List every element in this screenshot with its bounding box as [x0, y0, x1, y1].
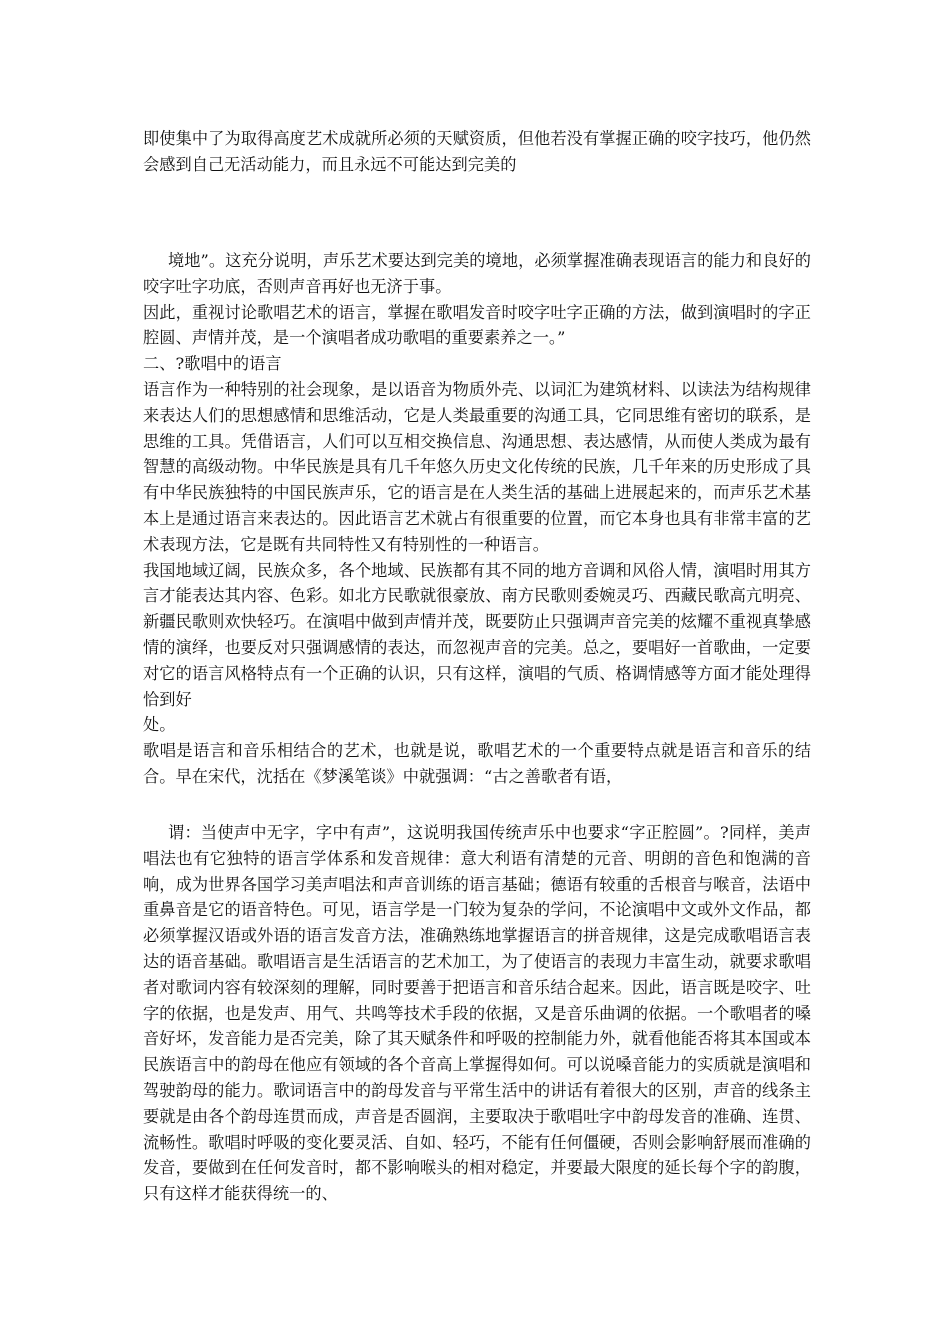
paragraph: 谓：当使声中无字，字中有声”，这说明我国传统声乐中也要求“字正腔圆”。?同样，美声唱法也有它独特的语言学体系和发音规律：意大利语有清楚的元音、明朗的音色和饱满的音响，成为世界各国学习美声唱法和声音训练的语言基础；德语有较重的舌根音与喉音，法语中重鼻音是它的语音特色。可见，语言学是一门较为复杂的学问，不论演唱中文或外文作品，都必须掌握汉语或外语的语言发音方法，准确熟练地掌握语言的拼音规律，这是完成歌唱语言表达的语音基础。歌唱语言是生活语言的艺术加工，为了使语言的表现力丰富生动，就要求歌唱者对歌词内容有较深刻的理解，同时要善于把语言和音乐结合起来。因此，语言既是咬字、吐字的依据，也是发声、用气、共鸣等技术手段的依据，又是音乐曲调的依据。一个歌唱者的嗓音好坏，发音能力是否完美，除了其天赋条件和呼吸的控制能力外，就看他能否将其本国或本民族语言中的韵母在他应有领域的各个音高上掌握得如何。可以说嗓音能力的实质就是演唱和驾驶韵母的能力。歌词语言中的韵母发音与平常生活中的讲话有着很大的区别，声音的线条主要就是由各个韵母连贯而成，声音是否圆润，主要取决于歌唱吐字中韵母发音的准确、连贯、流畅性。歌唱时呼吸的变化要灵活、自如、轻巧，不能有任何僵硬，否则会影响舒展而准确的发音，要做到在任何发音时，都不影响喉头的相对稳定，并要最大限度的延长每个字的韵腹，只有这样才能获得统一的、	[143, 823, 811, 1204]
text-block-1	[143, 126, 811, 178]
paragraph: 境地”。这充分说明，声乐艺术要达到完美的境地，必须掌握准确表现语言的能力和良好的咬字吐字功底，否则声音再好也无济于事。	[143, 251, 811, 296]
text-block-3	[143, 820, 811, 1207]
paragraph: 因此，重视讨论歌唱艺术的语言，掌握在歌唱发音时咬字吐字正确的方法，做到演唱时的字正腔圆、声情并茂，是一个演唱者成功歌唱的重要素养之一。”	[143, 302, 811, 348]
paragraph: 语言作为一种特别的社会现象，是以语音为物质外壳、以词汇为建筑材料、以读法为结构规律来表达人们的思想感情和思维活动，它是人类最重要的沟通工具，它同思维有密切的联系，是思维的工具。凭借语言，人们可以互相交换信息、沟通思想、表达感情，从而使人类成为最有智慧的高级动物。中华民族是具有几千年悠久历史文化传统的民族，几千年来的历史形成了具有中华民族独特的中国民族声乐，它的语言是在人类生活的基础上进展起来的，而声乐艺术基本上是通过语言来表达的。因此语言艺术就占有很重要的位置，而它本身也具有非常丰富的艺术表现方法，它是既有共同特性又有特别性的一种语言。	[143, 379, 811, 554]
paragraph: 歌唱是语言和音乐相结合的艺术，也就是说，歌唱艺术的一个重要特点就是语言和音乐的结合。早在宋代，沈括在《梦溪笔谈》中就强调：“古之善歌者有语，	[143, 741, 811, 786]
paragraph: 我国地域辽阔，民族众多，各个地域、民族都有其不同的地方音调和风俗人情，演唱时用其方言才能表达其内容、色彩。如北方民歌就很豪放、南方民歌则委婉灵巧、西藏民歌高亢明亮、新疆民歌则欢快轻巧。在演唱中做到声情并茂，既要防止只强调声音完美的炫耀不重视真挚感情的演绎，也要反对只强调感情的表达，而忽视声音的完美。总之，要唱好一首歌曲，一定要对它的语言风格特点有一个正确的认识，只有这样，演唱的气质、格调情感等方面才能处理得恰到好	[143, 560, 811, 709]
paragraph: 处。	[143, 715, 176, 735]
section-heading: 二、?歌唱中的语言	[143, 354, 282, 374]
text-block-2	[143, 248, 811, 790]
paragraph: 即使集中了为取得高度艺术成就所必须的天赋资质，但他若没有掌握正确的咬字技巧，他仍然会感到自己无活动能力，而且永远不可能达到完美的	[143, 129, 811, 174]
